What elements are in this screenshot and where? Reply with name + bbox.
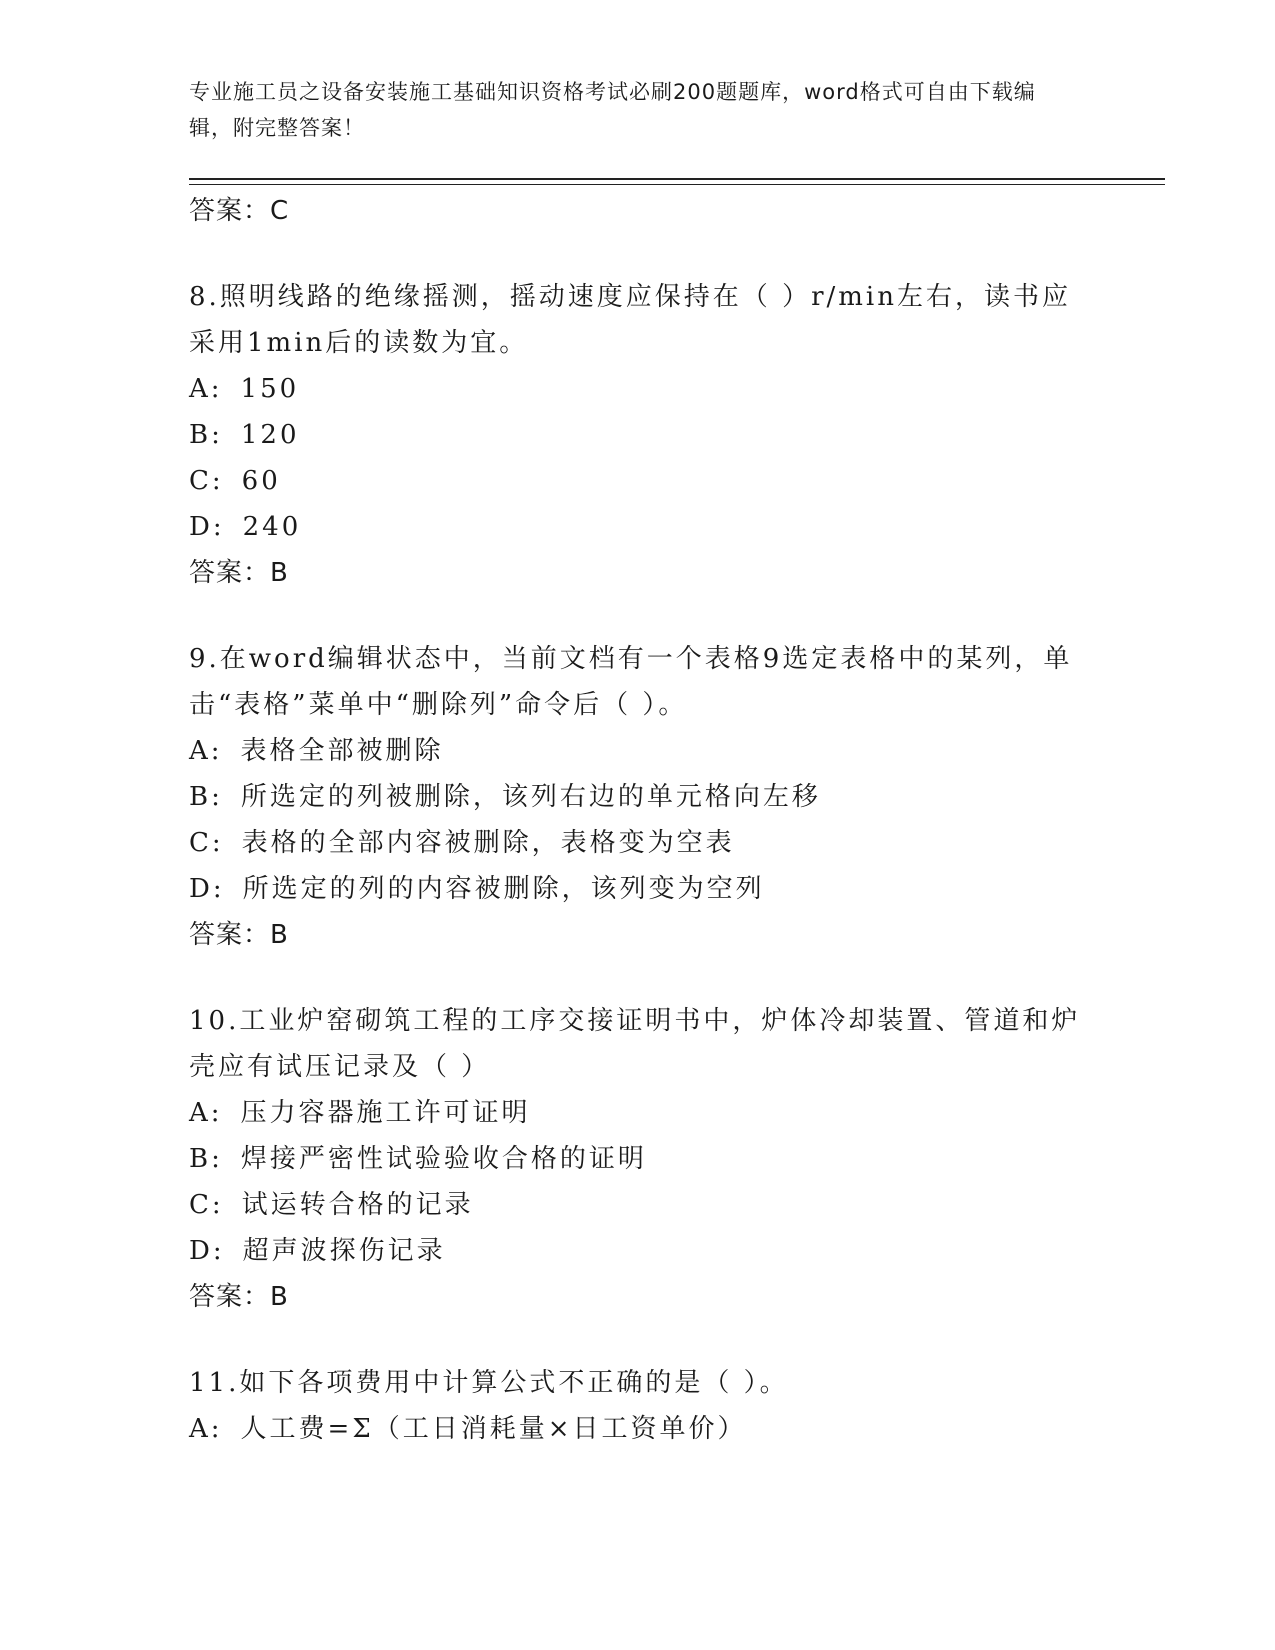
option-letter: D: — [189, 874, 225, 904]
option-text: 表格的全部内容被删除，表格变为空表 — [241, 828, 735, 858]
option-c — [189, 1182, 1089, 1228]
option-text: 超声波探伤记录 — [242, 1236, 446, 1266]
option-letter: B: — [189, 782, 223, 812]
option-text: 60 — [241, 466, 281, 496]
option-text: 表格全部被删除 — [240, 736, 444, 766]
option-d — [189, 504, 1089, 550]
option-letter: C: — [189, 466, 224, 496]
option-letter: D: — [189, 1236, 225, 1266]
option-a — [189, 366, 1089, 412]
option-letter: A: — [189, 374, 223, 404]
option-text: 240 — [242, 512, 302, 542]
option-letter: A: — [189, 1414, 223, 1444]
answer-line: 答案：C — [189, 196, 290, 226]
question-8 — [189, 274, 1089, 596]
option-d — [189, 1228, 1089, 1274]
option-letter: C: — [189, 1190, 224, 1220]
question-11 — [189, 1360, 1089, 1452]
question-list — [189, 188, 1089, 1452]
question-stem: 8.照明线路的绝缘摇测，摇动速度应保持在（ ）r/min左右，读书应采用1min后的读数为宜。 — [189, 282, 1071, 358]
question-stem: 9.在word编辑状态中，当前文档有一个表格9选定表格中的某列，单击“表格”菜单中“删除列”命令后（ ）。 — [189, 644, 1073, 720]
option-a — [189, 728, 1089, 774]
option-text: 压力容器施工许可证明 — [240, 1098, 531, 1128]
header-rule-thin — [189, 184, 1165, 185]
option-c — [189, 820, 1089, 866]
option-c — [189, 458, 1089, 504]
option-b — [189, 1136, 1089, 1182]
option-b — [189, 412, 1089, 458]
option-letter: B: — [189, 1144, 223, 1174]
question-stem: 10.工业炉窑砌筑工程的工序交接证明书中，炉体冷却装置、管道和炉壳应有试压记录及（ ） — [189, 1006, 1081, 1082]
option-letter: A: — [189, 1098, 223, 1128]
question-10 — [189, 998, 1089, 1320]
option-text: 所选定的列的内容被删除，该列变为空列 — [242, 874, 765, 904]
option-text: 人工费=Σ（工日消耗量×日工资单价） — [240, 1414, 747, 1444]
option-letter: D: — [189, 512, 225, 542]
header-rule-thick — [189, 178, 1165, 180]
option-d — [189, 866, 1089, 912]
option-text: 焊接严密性试验验收合格的证明 — [240, 1144, 647, 1174]
answer-line: 答案：B — [189, 558, 289, 588]
document-header: 专业施工员之设备安装施工基础知识资格考试必刷200题题库，word格式可自由下载编辑，附完整答案！ — [189, 80, 1036, 140]
option-b — [189, 774, 1089, 820]
question-stem: 11.如下各项费用中计算公式不正确的是（ ）。 — [189, 1368, 789, 1398]
answer-line: 答案：B — [189, 920, 289, 950]
question-9 — [189, 636, 1089, 958]
option-letter: C: — [189, 828, 224, 858]
option-a — [189, 1406, 1089, 1452]
answer-line: 答案：B — [189, 1282, 289, 1312]
option-a — [189, 1090, 1089, 1136]
option-text: 150 — [240, 374, 300, 404]
option-letter: A: — [189, 736, 223, 766]
option-text: 所选定的列被删除，该列右边的单元格向左移 — [240, 782, 821, 812]
option-text: 120 — [240, 420, 300, 450]
option-letter: B: — [189, 420, 223, 450]
option-text: 试运转合格的记录 — [241, 1190, 474, 1220]
